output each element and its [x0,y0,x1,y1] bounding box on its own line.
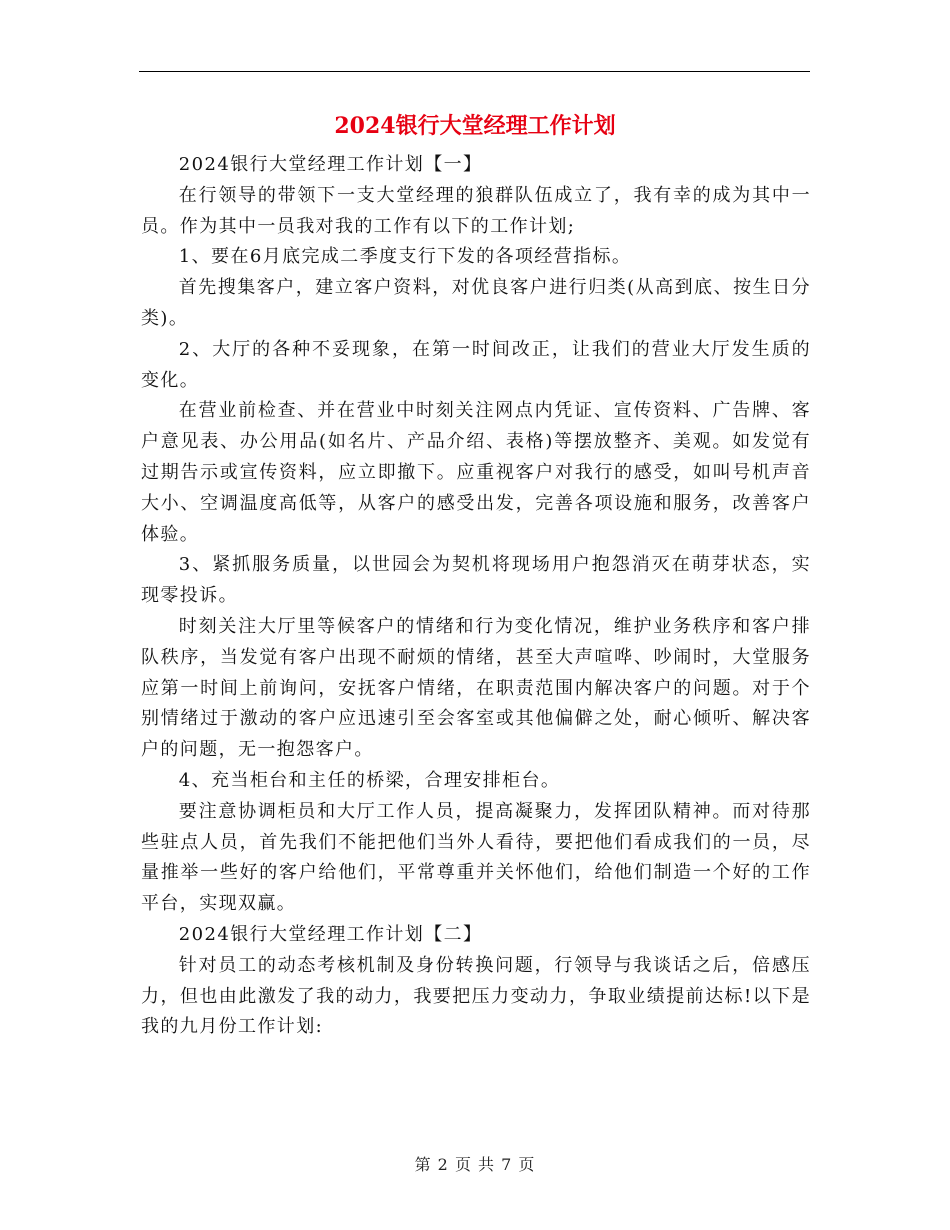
paragraph: 在行领导的带领下一支大堂经理的狼群队伍成立了，我有幸的成为其中一员。作为其中一员我对我的工作有以下的工作计划; [141,184,811,237]
section-heading: 2024银行大堂经理工作计划【二】 [178,923,483,945]
section-heading: 2024银行大堂经理工作计划【一】 [178,154,483,175]
document-body [141,150,811,1043]
document-title: 2024银行大堂经理工作计划 [334,113,616,139]
paragraph: 在营业前检查、并在营业中时刻关注网点内凭证、宣传资料、广告牌、客户意见表、办公用品(如名片、产品介绍、表格)等摆放整齐、美观。如发觉有过期告示或宣传资料，应立即撤下。应重视客户对我行的感受，如叫号机声音大小、空调温度高低等，从客户的感受出发，完善各项设施和服务，改善客户体验。 [141,400,811,545]
paragraph: 针对员工的动态考核机制及身份转换问题，行领导与我谈话之后，倍感压力，但也由此激发了我的动力，我要把压力变动力，争取业绩提前达标!以下是我的九月份工作计划: [141,954,811,1038]
header-rule [139,71,810,72]
list-item: 4、充当柜台和主任的桥梁，合理安排柜台。 [178,769,561,791]
list-item: 3、紧抓服务质量，以世园会为契机将现场用户抱怨消灭在萌芽状态，实现零投诉。 [141,554,811,607]
list-item: 2、大厅的各种不妥现象，在第一时间改正，让我们的营业大厅发生质的变化。 [141,338,811,391]
paragraph: 首先搜集客户，建立客户资料，对优良客户进行归类(从高到底、按生日分类)。 [141,277,811,329]
list-item: 1、要在6月底完成二季度支行下发的各项经营指标。 [178,246,632,268]
paragraph: 时刻关注大厅里等候客户的情绪和行为变化情况，维护业务秩序和客户排队秩序，当发觉有客户出现不耐烦的情绪，甚至大声喧哗、吵闹时，大堂服务应第一时间上前询问，安抚客户情绪，在职责范围内解决客户的问题。对于个别情绪过于激动的客户应迅速引至会客室或其他偏僻之处，耐心倾听、解决客户的问题，无一抱怨客户。 [141,615,811,761]
paragraph: 要注意协调柜员和大厅工作人员，提高凝聚力，发挥团队精神。而对待那些驻点人员，首先我们不能把他们当外人看待，要把他们看成我们的一员，尽量推举一些好的客户给他们，平常尊重并关怀他们，给他们制造一个好的工作平台，实现双赢。 [141,800,811,915]
page-number-footer: 第 2 页 共 7 页 [414,1155,536,1174]
